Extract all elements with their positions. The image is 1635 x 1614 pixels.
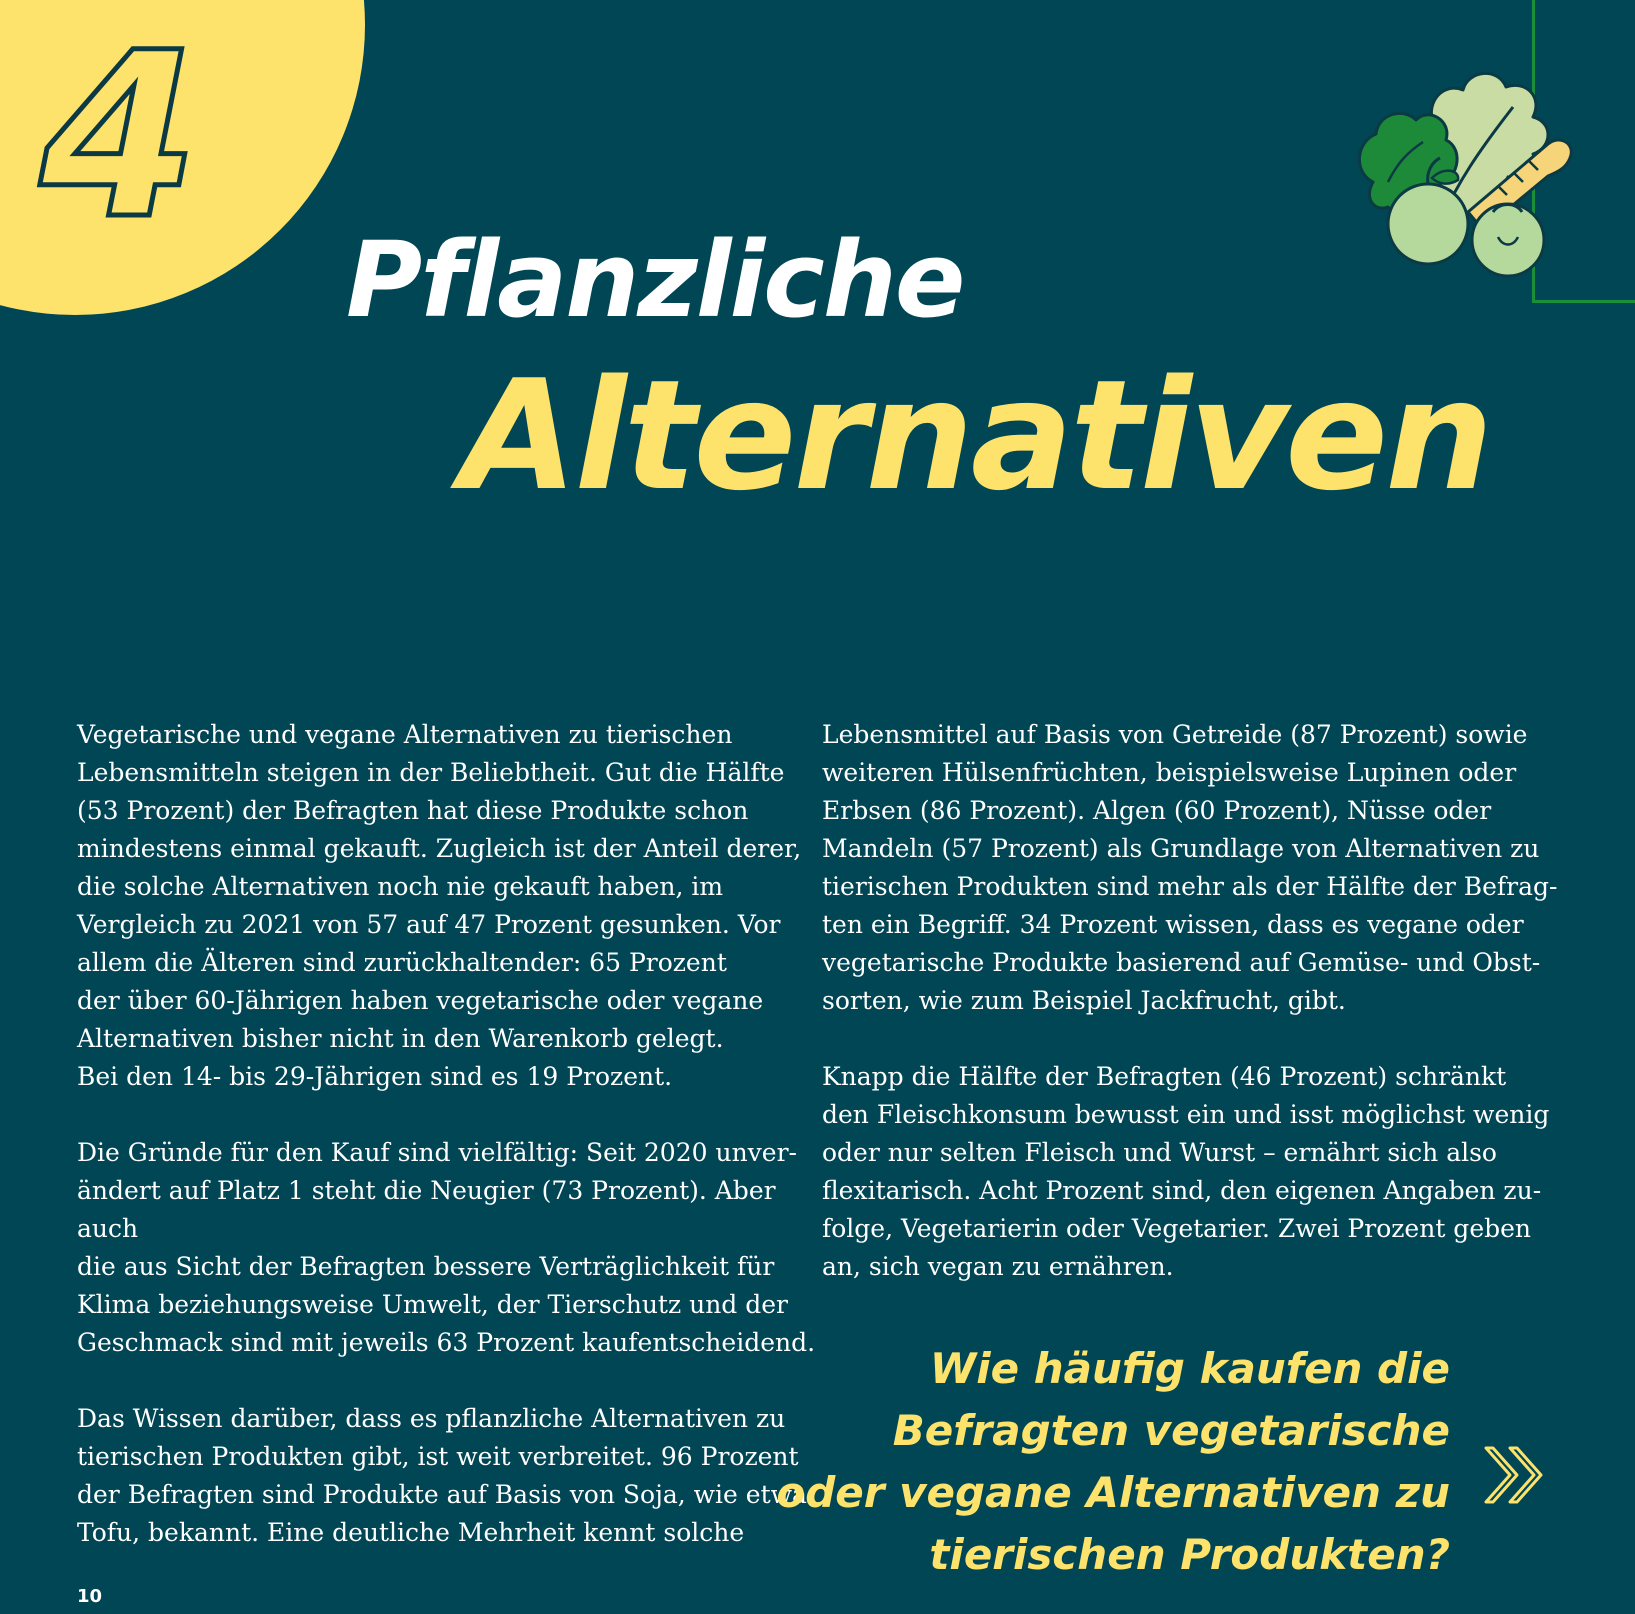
double-chevron-right-icon[interactable] bbox=[1480, 1440, 1550, 1510]
paragraph: Vegetarische und vegane Alternativen zu tierischen Lebensmitteln steigen in der Beliebtheit. Gut die Hälfte (53 Prozent) der Befragten hat diese Produkte schon mindestens einmal gekauft. Zugleich ist der Anteil derer, die solche Alternativen noch nie gekauft haben, im Vergleich zu 2021 von 57 auf 47 Prozent gesunken. Vor allem die Älteren sind zurückhaltender: 65 Prozent der über 60-Jährigen haben vegetarische oder vegane Alternativen bisher nicht in den Warenkorb gelegt. Bei den 14- bis 29-Jährigen sind es 19 Prozent. bbox=[77, 720, 802, 1091]
apple-shape bbox=[1388, 184, 1468, 264]
paragraph: Knapp die Hälfte der Befragten (46 Prozent) schränkt den Fleischkonsum bewusst ein und isst möglichst wenig oder nur selten Fleisch und Wurst – ernährt sich also flexitarisch. Acht Prozent sind, den eigenen Angaben zu- folge, Vegetarierin oder Vegetarier. Zwei Prozent geben an, sich vegan zu ernähren. bbox=[822, 1062, 1550, 1281]
callout-question: Wie häufig kaufen die Befragten vegetarische oder vegane Alternativen zu tierischen Produkten? bbox=[776, 1344, 1450, 1579]
paragraph: Lebensmittel auf Basis von Getreide (87 Prozent) sowie weiteren Hülsenfrüchten, beispielsweise Lupinen oder Erbsen (86 Prozent). Algen (60 Prozent), Nüsse oder Mandeln (57 Prozent) als Grundlage von Alternativen zu tierischen Produkten sind mehr als der Hälfte der Befrag- ten ein Begriff. 34 Prozent wissen, dass es vegane oder vegetarische Produkte basierend auf Gemüse- und Obst- sorten, wie zum Beispiel Jackfrucht, gibt. bbox=[822, 720, 1558, 1015]
vegetables-illustration bbox=[1348, 62, 1584, 288]
title-line-1: Pflanzliche bbox=[346, 219, 964, 341]
kohlrabi-shape bbox=[1472, 204, 1544, 276]
title-line-2: Alternativen bbox=[460, 347, 1491, 524]
chapter-number: 4 bbox=[40, 3, 199, 269]
body-column-right bbox=[822, 716, 1562, 1324]
paragraph: Die Gründe für den Kauf sind vielfältig: Seit 2020 unver- ändert auf Platz 1 steht die Neugier (73 Prozent). Aber auch die aus Sicht der Befragten bessere Verträglichkeit für Klima beziehungsweise Umwelt, der Tierschutz und der Geschmack sind mit jeweils 63 Prozent kaufentscheidend. bbox=[77, 1138, 816, 1357]
paragraph: Das Wissen darüber, dass es pflanzliche Alternativen zu tierischen Produkten gibt, ist weit verbreitet. 96 Prozent der Befragten sind Produkte auf Basis von Soja, wie etwa Tofu, bekannt. Eine deutliche Mehrheit kennt solche bbox=[77, 1404, 807, 1547]
page-number: 10 bbox=[77, 1586, 103, 1607]
body-column-left bbox=[77, 716, 817, 1590]
